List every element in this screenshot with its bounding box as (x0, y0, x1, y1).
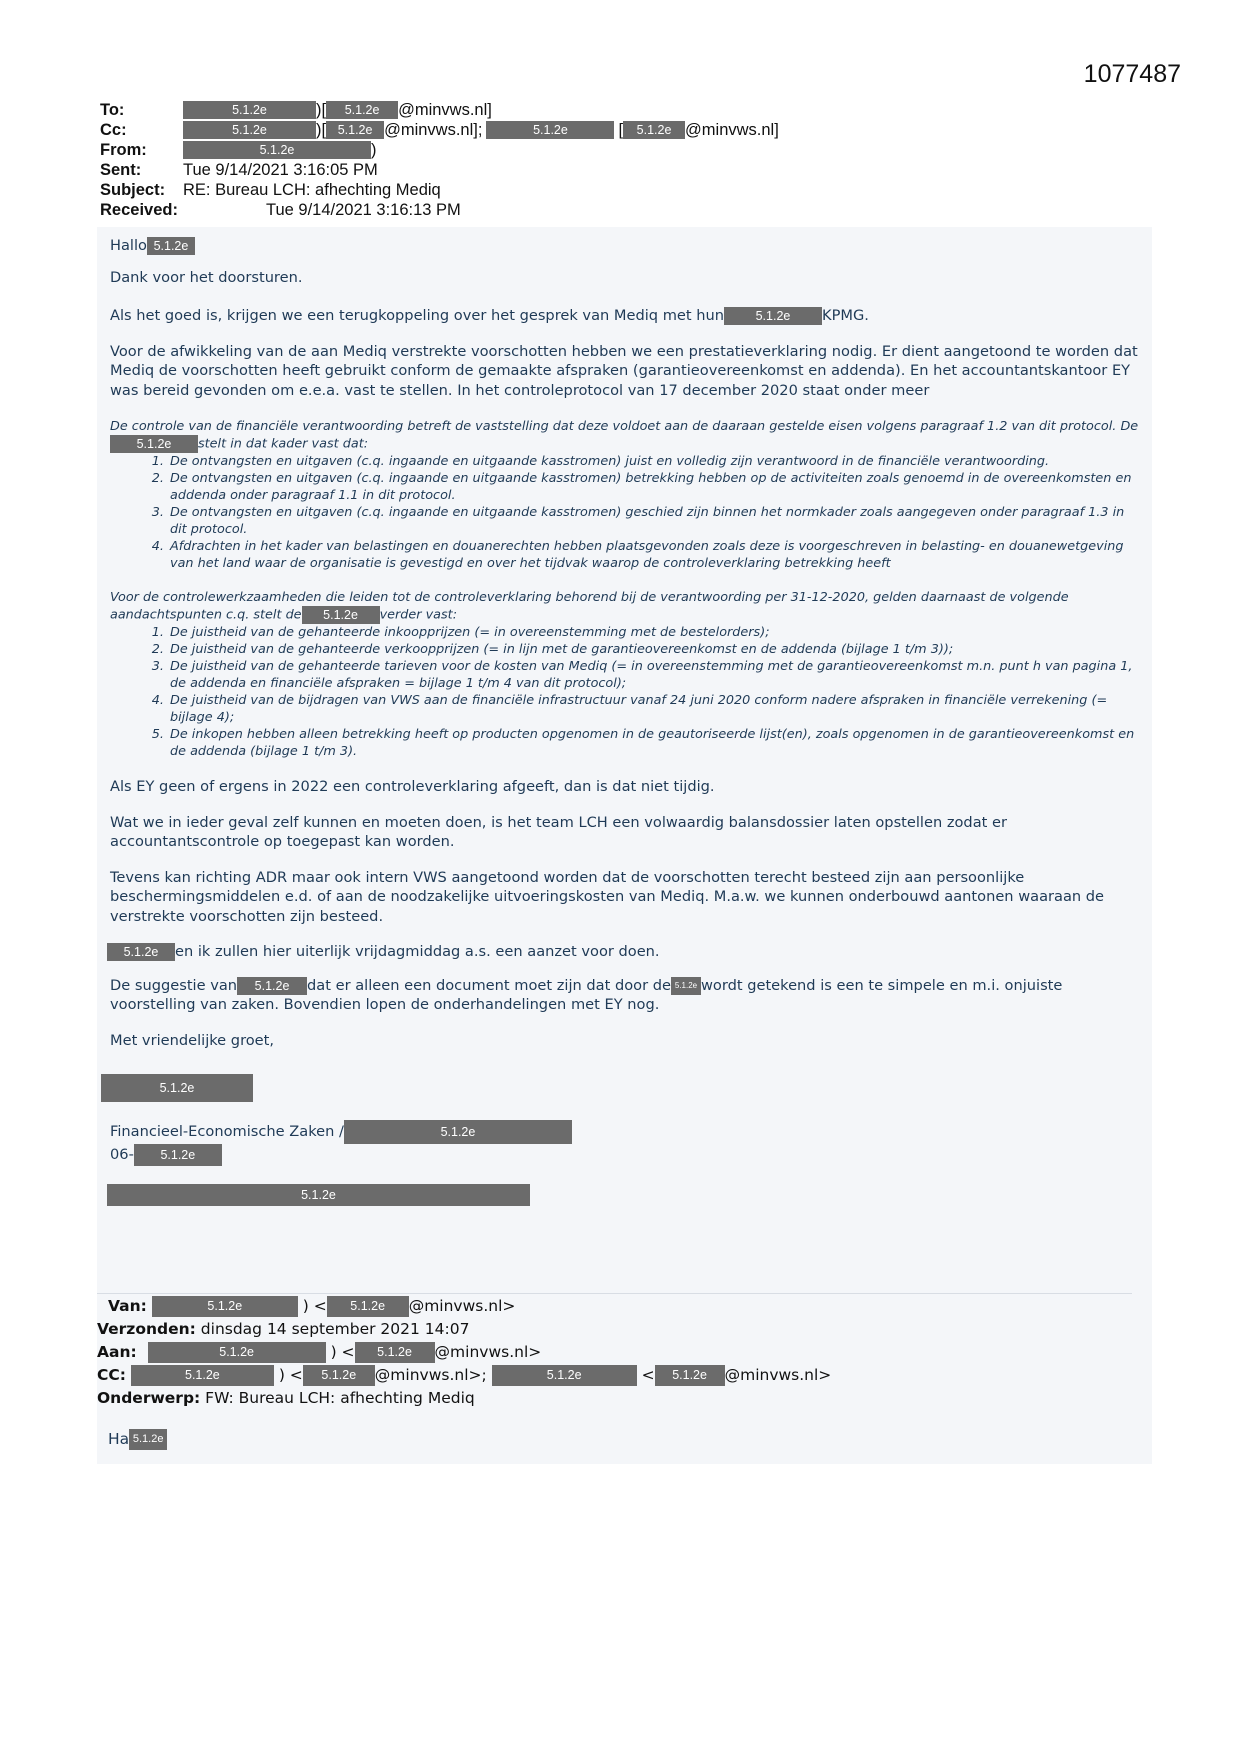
redaction: 5.1.2e (183, 101, 316, 119)
list-item: 4. De juistheid van de bijdragen van VWS aan de financiële infrastructuur vanaf 24 juni 2020 conform nadere afspraken in financiële verrekening (= bijlage 4); (168, 692, 1140, 726)
from-label: From: (100, 141, 147, 159)
quote-intro: Voor de controlewerkzaamheden die leiden tot de controleverklaring behorend bij de verantwoording per 31-12-2020, gelden daarnaast de volgende aandachtspunten c.q. stelt de 5.1.2e verder vast: (110, 590, 1069, 623)
email-header (100, 100, 779, 220)
redaction: 5.1.2e (344, 1120, 572, 1144)
aan-row: Aan: 5.1.2e ) < 5.1.2e @minvws.nl> (97, 1343, 542, 1361)
subject-row (100, 180, 779, 200)
to-suffix: @minvws.nl] (398, 101, 492, 119)
redaction: 5.1.2e (237, 977, 307, 995)
sent-value: Tue 9/14/2021 3:16:05 PM (183, 161, 378, 179)
redaction: 5.1.2e (302, 606, 380, 624)
signature-extra (107, 1184, 1140, 1206)
redaction: 5.1.2e (147, 237, 195, 255)
received-label: Received: (100, 201, 178, 219)
closing: Met vriendelijke groet, (110, 1031, 275, 1049)
subject-label: Subject: (100, 181, 166, 199)
sent-label: Sent: (100, 161, 142, 179)
list-item: 2. De ontvangsten en uitgaven (c.q. ingaande en uitgaande kasstromen) betrekking hebben op de activiteiten zoals genoemd in de overeenkomsten en addenda onder paragraaf 1.1 in dit protocol. (168, 470, 1140, 504)
received-value: Tue 9/14/2021 3:16:13 PM (266, 201, 461, 219)
quote-block-2 (110, 589, 1140, 760)
paragraph: Als EY geen of ergens in 2022 een controleverklaring afgeeft, dan is dat niet tijdig. (110, 778, 715, 795)
paragraph: Voor de afwikkeling van de aan Mediq verstrekte voorschotten hebben we een prestatieverklaring nodig. Er dient aangetoond te worden dat Mediq de voorschotten heeft gebruikt conform de gemaakte afspraken (garantieovereenkomst en addenda). En het accountantskantoor EY was bereid gevonden om e.e.a. vast te stellen. In het controleprotocol van 17 december 2020 staat onder meer (110, 342, 1138, 399)
to-row: To: 5.1.2e )[ 5.1.2e @minvws.nl] (100, 101, 492, 119)
quote-block-1 (110, 418, 1140, 572)
message-body (110, 230, 1140, 1206)
redaction: 5.1.2e (724, 307, 822, 325)
cc-row: Cc: 5.1.2e )[ 5.1.2e @minvws.nl]; 5.1.2e [ 5.1.2e @minvws.nl] (100, 121, 779, 139)
cc-label: Cc: (100, 121, 127, 139)
received-row (100, 200, 779, 220)
redaction: 5.1.2e (486, 121, 614, 139)
forward-greeting: Ha 5.1.2e (108, 1428, 1127, 1451)
onderwerp-row: Onderwerp: FW: Bureau LCH: afhechting Mediq (97, 1389, 475, 1407)
van-row: Van: 5.1.2e ) < 5.1.2e @minvws.nl> (108, 1297, 516, 1315)
quote-list (110, 624, 1140, 760)
redaction: 5.1.2e (327, 1296, 409, 1317)
quote-list (110, 453, 1140, 572)
list-item: 3. De juistheid van de gehanteerde tarieven voor de kosten van Mediq (= in overeenstemming met de garantieovereenkomst m.n. punt h van pagina 1, de addenda en financiële afspraken = bijlage 1 t/m 4 van dit protocol); (168, 658, 1140, 692)
redaction: 5.1.2e (107, 1184, 530, 1206)
redaction: 5.1.2e (183, 141, 371, 159)
paragraph: De suggestie van 5.1.2e dat er alleen een document moet zijn dat door de 5.1.2e wordt getekend is een te simpele en m.i. onjuiste voorstelling van zaken. Bovendien lopen de onderhandelingen met EY nog. (110, 976, 1063, 1013)
redaction: 5.1.2e (326, 101, 398, 119)
redaction: 5.1.2e (355, 1342, 435, 1363)
paragraph: 5.1.2e en ik zullen hier uiterlijk vrijdagmiddag a.s. een aanzet voor doen. (107, 942, 1140, 962)
redaction: 5.1.2e (107, 943, 175, 961)
quote-intro: De controle van de financiële verantwoording betreft de vaststelling dat deze voldoet aan de daaraan gestelde eisen volgens paragraaf 1.2 van dit protocol. De5.1.2e stelt in dat kader vast dat: (110, 419, 1139, 452)
verzonden-row: Verzonden: dinsdag 14 september 2021 14:07 (97, 1320, 470, 1338)
paragraph: Als het goed is, krijgen we een terugkoppeling over het gesprek van Mediq met hun 5.1.2e KPMG. (110, 307, 869, 324)
redaction: 5.1.2e (134, 1144, 222, 1166)
paragraph: Dank voor het doorsturen. (110, 268, 303, 286)
redaction: 5.1.2e (623, 121, 685, 139)
document-number: 1077487 (1083, 60, 1181, 88)
redaction: 5.1.2e (492, 1365, 637, 1386)
signature-dept: Financieel-Economische Zaken / 5.1.2e (110, 1120, 1140, 1144)
redaction: 5.1.2e (129, 1429, 167, 1450)
list-item: 5. De inkopen hebben alleen betrekking heeft op producten opgenomen in de geautoriseerde lijst(en), zoals opgenomen in de garantieovereenkomst en de addenda (bijlage 1 t/m 3). (168, 726, 1140, 760)
sent-row (100, 160, 779, 180)
list-item: 3. De ontvangsten en uitgaven (c.q. ingaande en uitgaande kasstromen) geschied zijn binnen het normkader zoals aangegeven onder paragraaf 1.3 in dit protocol. (168, 504, 1140, 538)
paragraph: Tevens kan richting ADR maar ook intern VWS aangetoond worden dat de voorschotten terecht besteed zijn aan persoonlijke beschermingsmiddelen e.d. of aan de noodzakelijke uitvoeringskosten van Mediq. M.a.w. we kunnen onderbouwd aantonen waaraan de verstrekte voorschotten zijn besteed. (110, 868, 1105, 925)
cc-suffix1: @minvws.nl]; (384, 121, 483, 139)
redaction: 5.1.2e (110, 435, 198, 453)
to-label: To: (100, 101, 125, 119)
list-item: 1. De juistheid van de gehanteerde inkoopprijzen (= in overeenstemming met de bestelorders); (168, 624, 1140, 641)
cc-row: CC: 5.1.2e ) < 5.1.2e @minvws.nl>; 5.1.2e < 5.1.2e @minvws.nl> (97, 1366, 832, 1384)
forwarded-header (97, 1295, 1127, 1451)
divider (97, 1293, 1132, 1294)
redaction: 5.1.2e (655, 1365, 725, 1386)
from-row: From: 5.1.2e ) (100, 141, 377, 159)
signature-phone: 06- 5.1.2e (110, 1144, 1140, 1166)
redaction: 5.1.2e (152, 1296, 298, 1317)
redaction: 5.1.2e (303, 1365, 375, 1386)
list-item: 2. De juistheid van de gehanteerde verkoopprijzen (= in lijn met de garantieovereenkomst en de addenda (bijlage 1 t/m 3)); (168, 641, 1140, 658)
redaction: 5.1.2e (148, 1342, 326, 1363)
redaction: 5.1.2e (101, 1074, 253, 1102)
redaction: 5.1.2e (671, 977, 701, 995)
signature-name (101, 1074, 1140, 1102)
list-item: 4. Afdrachten in het kader van belastingen en douanerechten hebben plaatsgevonden zoals deze is voorgeschreven in belasting- en douanewetgeving van het land waar de organisatie is gevestigd en over het tijdvak waarop de controleverklaring betrekking heeft (168, 538, 1140, 572)
paragraph: Wat we in ieder geval zelf kunnen en moeten doen, is het team LCH een volwaardig balansdossier laten opstellen zodat er accountantscontrole op toegepast kan worden. (110, 813, 1007, 850)
redaction: 5.1.2e (326, 121, 384, 139)
list-item: 1. De ontvangsten en uitgaven (c.q. ingaande en uitgaande kasstromen) juist en volledig zijn verantwoord in de financiële verantwoording. (168, 453, 1140, 470)
greeting: Hallo 5.1.2e (110, 236, 1140, 256)
redaction: 5.1.2e (183, 121, 316, 139)
subject-value: RE: Bureau LCH: afhechting Mediq (183, 181, 441, 199)
cc-suffix2: @minvws.nl] (685, 121, 779, 139)
redaction: 5.1.2e (131, 1365, 274, 1386)
